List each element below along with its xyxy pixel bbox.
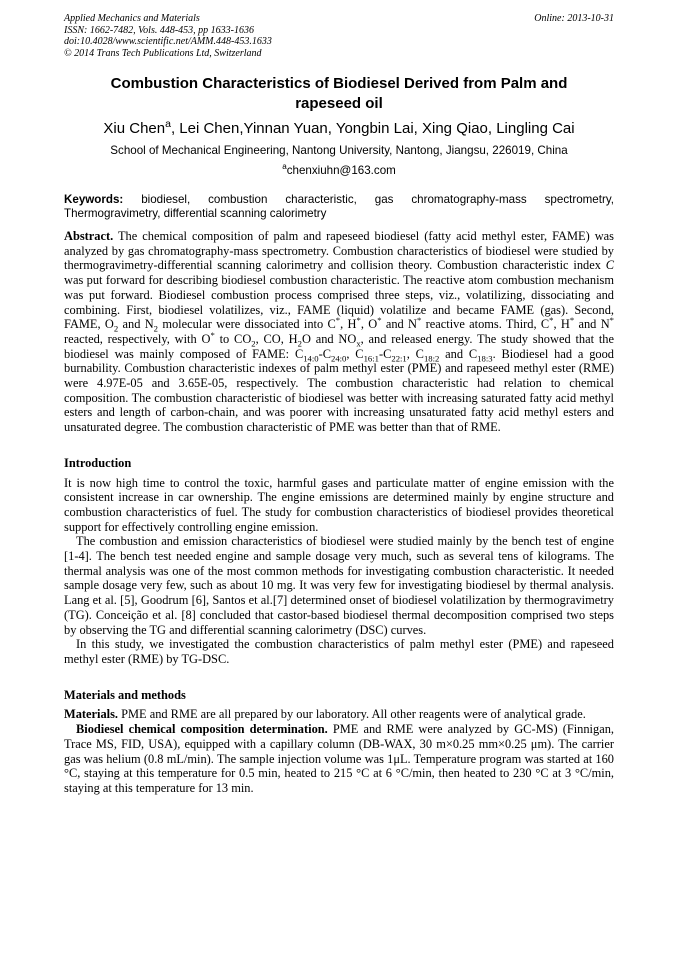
affiliation: School of Mechanical Engineering, Nantong University, Nantong, Jiangsu, 226019, China xyxy=(110,144,568,157)
doi-line: doi:10.4028/www.scientific.net/AMM.448-453.1633 xyxy=(64,36,272,47)
author-list: Xiu Chen$^a$, Lei Chen,Yinnan Yuan, Yongbin Lai, Xing Qiao, Lingling Cai xyxy=(103,118,575,137)
author-email: $^a$chenxiuhn@163.com xyxy=(282,162,396,177)
intro-paragraph-2: The combustion and emission characteristics of biodiesel were studied mainly by the bench test of engine [1-4]. The bench test needed engine and sample dosage very much, such as several tens of kilograms. The thermal analysis was one of the most common methods for investigating combustion characteristic. It needed sample dosage very few, such as about 10 mg. It was very few for investigating biodiesel by thermal analysis. Lang et al. [5], Goodrum [6], Santos et al.[7] determined onset of biodiesel volatilization by thermogravimetry (TG). Conceição et al. [8] concluded that castor-based biodiesel thermal decomposition comprised two steps by observing the TG and differential scanning calorimetry (DSC) curves. xyxy=(64,534,614,637)
intro-paragraph-1: It is now high time to control the toxic, harmful gases and particulate matter of engine emission with the consistent increase in car ownership. The engine emissions are determined mainly by engine structure and combustion characteristics of fuel. The study for combustion characteristics of biodiesel provides theoretical support for effectively controlling engine emission. xyxy=(64,475,614,534)
intro-paragraph-3: In this study, we investigated the combustion characteristics of palm methyl ester (PME) and rapeseed methyl ester (RME) by TG-DSC. xyxy=(64,637,614,666)
methods-composition-paragraph: Biodiesel chemical composition determination. PME and RME were analyzed by GC-MS) (Finnigan, Trace MS, FID, USA), equipped with a capillary column (DB-WAX, 30 m×0.25 mm×0.25 μm). The carrier gas was helium (0.8 mL/min). The sample injection volume was 1μL. Temperature program was started at 160 °C, staying at this temperature for 0.5 min, heated to 215 °C at 6 °C/min, then heated to 230 °C at 3 °C/min, staying at this temperature for 13 min. xyxy=(64,722,614,795)
section-heading-introduction: Introduction xyxy=(64,455,132,470)
methods-materials-paragraph: Materials. PME and RME are all prepared by our laboratory. All other reagents were of analytical grade. xyxy=(64,707,586,722)
online-date: Online: 2013-10-31 xyxy=(534,13,614,24)
section-heading-methods: Materials and methods xyxy=(64,687,186,702)
abstract: Abstract. The chemical composition of palm and rapeseed biodiesel (fatty acid methyl ester, FAME) was analyzed by gas chromatography-mass spectrometry. Combustion characteristics of biodiesel were studied by thermogravimetry-differential scanning calorimetry and collision theory. Combustion characteristic index C was put forward for describing biodiesel combustion characteristic. The reactive atom combustion mechanism was put forward. Biodiesel combustion process comprised three steps, viz., volatilizing, dissociating and combining. First, biodiesel volatilizes, viz., FAME (liquid) volatilize and became FAME (gas). Second, FAME, $O_2$ and $N_2$ molecular were dissociated into C*, H*, O* and N* reactive atoms. Third, C*, H* and N* reacted, respectively, with O* to $CO_2$, CO, $H_2O$ and $NO_x$, and released energy. The study showed that the biodiesel was mainly composed of FAME: $C_{14:0}-C_{24:0}$, $C_{16:1}-C_{22:1}$, $C_{18:2}$ and $C_{18:3}$. Biodiesel had a good burnability. Combustion characteristic indexes of palm methyl ester (PME) and rapeseed methyl ester (RME) were 4.97E-05 and 3.65E-05, respectively. The combustion characteristic had relation to chemical composition. The combustion characteristic of biodiesel was better with increasing saturated fatty acid methyl esters and length of carbon-chain, and was poorer with increasing unsaturated fatty acid methyl esters and unsaturated degree. The combustion characteristic of PME was better than that of RME. xyxy=(64,229,614,435)
journal-header xyxy=(64,13,614,59)
issn-line: ISSN: 1662-7482, Vols. 448-453, pp 1633-1636 xyxy=(64,24,254,36)
copyright-line: © 2014 Trans Tech Publications Ltd, Switzerland xyxy=(64,47,262,59)
journal-name: Applied Mechanics and Materials xyxy=(64,13,200,24)
paper-title: Combustion Characteristics of Biodiesel Derived from Palm and rapeseed oil xyxy=(110,75,568,112)
paper-page xyxy=(64,13,614,796)
keywords: Keywords: biodiesel, combustion characteristic, gas chromatography-mass spectrometry, Thermogravimetry, differential scanning calorimetry xyxy=(64,193,614,220)
